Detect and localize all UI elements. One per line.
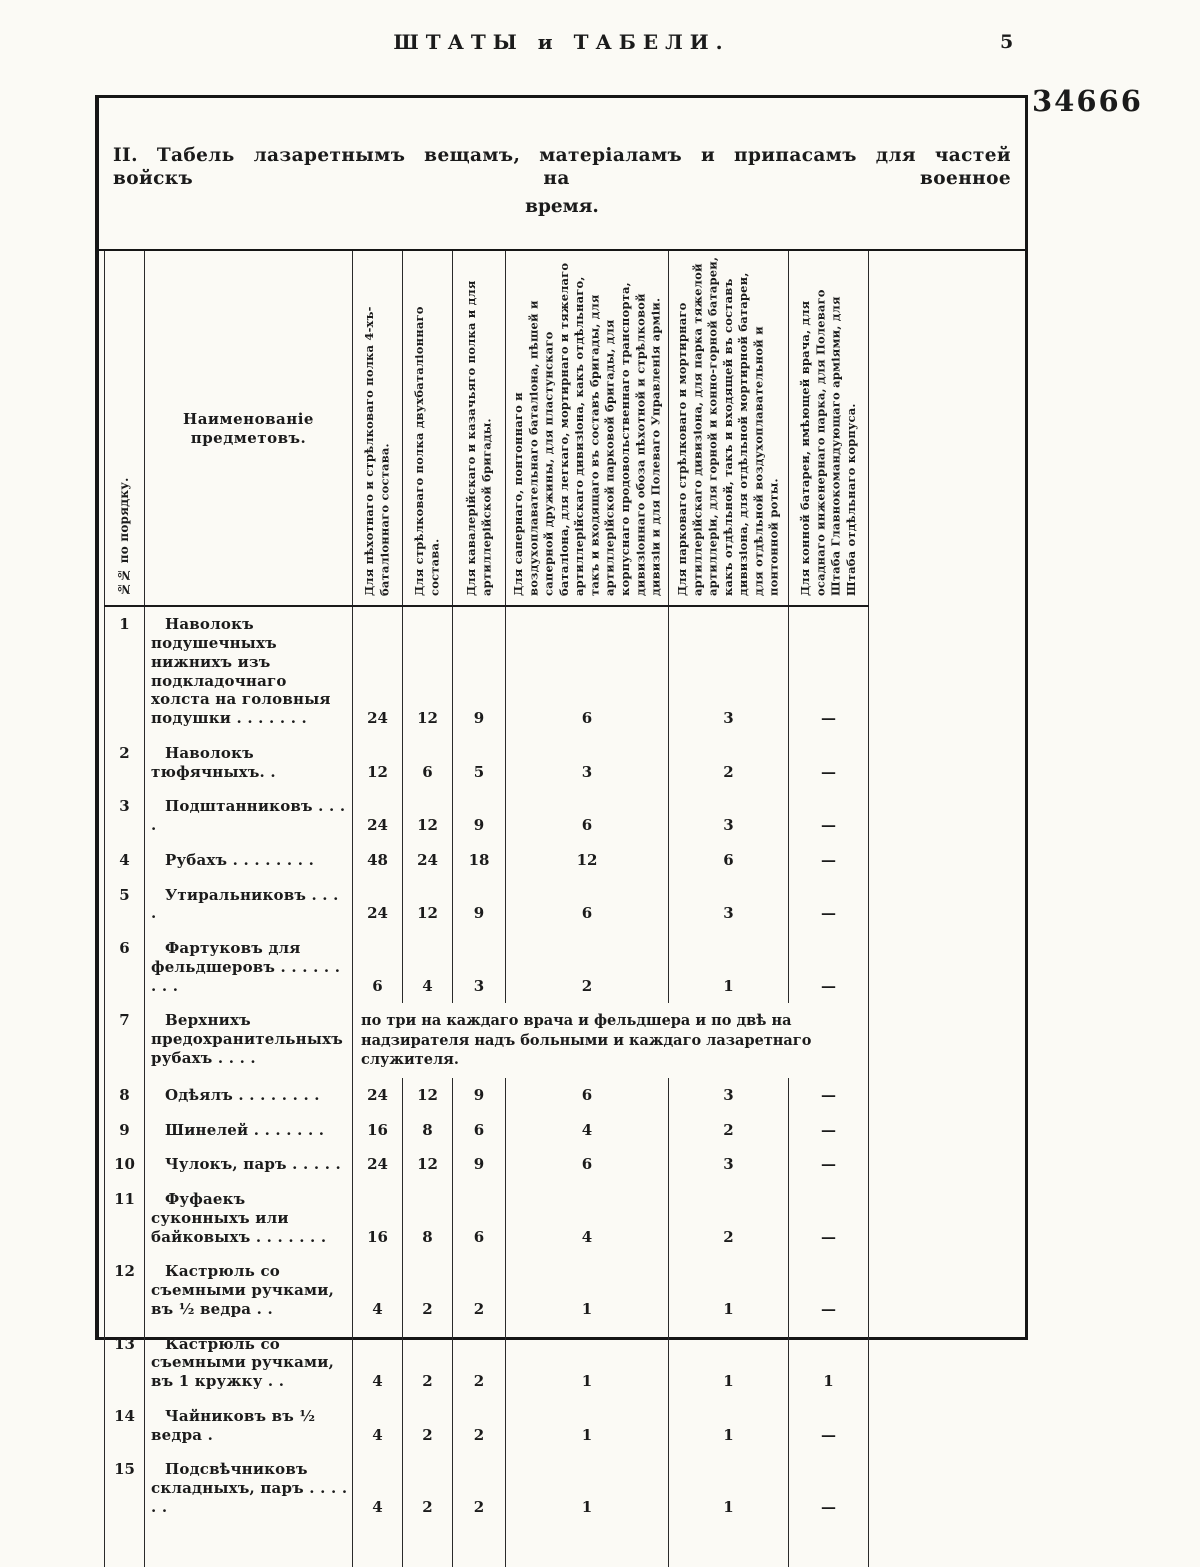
- item-name: Одѣялъ . . . . . . . .: [145, 1078, 353, 1113]
- header-row: [105, 251, 869, 606]
- item-count: 12: [403, 878, 453, 932]
- item-count: —: [789, 1113, 869, 1148]
- row-number: 15: [105, 1452, 145, 1524]
- item-name: Наволокъ тюфячныхъ. .: [145, 736, 353, 790]
- item-count: 2: [669, 736, 789, 790]
- row-number: 3: [105, 789, 145, 843]
- col-header-item-name-label: Наименованіе предметовъ.: [183, 410, 314, 448]
- table-title-line2: время.: [525, 196, 599, 218]
- item-count: 4: [403, 931, 453, 1003]
- item-count: 8: [403, 1182, 453, 1254]
- item-count: 2: [453, 1254, 506, 1326]
- item-count: 9: [453, 878, 506, 932]
- col-header-item-name: [145, 251, 353, 606]
- item-count: 4: [506, 1113, 669, 1148]
- item-count: 9: [453, 1078, 506, 1113]
- table-row: [105, 1078, 869, 1113]
- item-count: 4: [353, 1327, 403, 1399]
- row-number: 13: [105, 1327, 145, 1399]
- item-name: Шинелей . . . . . . .: [145, 1113, 353, 1148]
- item-count: 9: [453, 1147, 506, 1182]
- plate-number: 34666: [1032, 84, 1143, 118]
- item-count: —: [789, 1147, 869, 1182]
- col-header-c6-label: Для конной батареи, имѣющей врача, для осаднаго инженернаго парка, для Полеваго Штаба Главнокомандующаго арміями, для Штаба отдѣльнаго корпуса.: [797, 289, 858, 597]
- item-count: —: [789, 1182, 869, 1254]
- item-count: 6: [506, 878, 669, 932]
- col-header-c2-label: Для стрѣлковаго полка двухбаталіоннаго состава.: [412, 306, 442, 597]
- item-name: Подштанниковъ . . . .: [145, 789, 353, 843]
- spacer-row: [105, 1525, 869, 1567]
- item-count: 16: [353, 1113, 403, 1148]
- table-row: [105, 931, 869, 1003]
- table-title: [113, 144, 1011, 217]
- table-row: [105, 878, 869, 932]
- item-name: Верхнихъ предохранительныхъ рубахъ . . . .: [145, 1003, 353, 1078]
- item-count: 12: [403, 1147, 453, 1182]
- item-count: —: [789, 1254, 869, 1326]
- table-row: [105, 1254, 869, 1326]
- item-count: 8: [403, 1113, 453, 1148]
- item-count: 9: [453, 606, 506, 736]
- item-count: 6: [506, 1147, 669, 1182]
- row-number: 4: [105, 843, 145, 878]
- col-header-infantry-rifle-regiment: [353, 251, 403, 606]
- table-row: [105, 736, 869, 790]
- item-count: 5: [453, 736, 506, 790]
- table-row: [105, 1147, 869, 1182]
- item-name: Наволокъ подушечныхъ нижнихъ изъ подкладочнаго холста на головныя подушки . . . . . . .: [145, 606, 353, 736]
- row-number: 7: [105, 1003, 145, 1078]
- item-count: 4: [353, 1452, 403, 1524]
- item-count: 1: [789, 1327, 869, 1399]
- row-number: 1: [105, 606, 145, 736]
- item-count: —: [789, 1078, 869, 1113]
- row-number: 10: [105, 1147, 145, 1182]
- col-header-sapper-pontoon-battalions: [506, 251, 669, 606]
- item-count: 6: [353, 931, 403, 1003]
- item-count: 4: [506, 1182, 669, 1254]
- row-number: 12: [105, 1254, 145, 1326]
- item-count: 6: [506, 1078, 669, 1113]
- row-number: 14: [105, 1399, 145, 1453]
- item-count: 48: [353, 843, 403, 878]
- item-count: 1: [669, 1399, 789, 1453]
- item-count: 2: [453, 1399, 506, 1453]
- table-row: [105, 1327, 869, 1399]
- table-row: [105, 1003, 869, 1078]
- col-header-rifle-regiment-two-battalion: [403, 251, 453, 606]
- item-count: 12: [353, 736, 403, 790]
- col-header-index-label: №№ по порядку.: [116, 477, 131, 597]
- item-count: 1: [669, 931, 789, 1003]
- row-number: 8: [105, 1078, 145, 1113]
- supply-table: [104, 251, 869, 1566]
- item-count: 3: [669, 789, 789, 843]
- col-header-c5-label: Для парковаго стрѣлковаго и мортирнаго артиллерійскаго дивизіона, для парка тяжелой артиллеріи, для горной и конно-горной батареи, какъ отдѣльной, такъ и входящей въ составъ дивизіона, для отдѣльной мортирной батареи, для отдѣльной воздухоплавательной и понтонной роты.: [675, 257, 781, 597]
- table-title-line1: II. Табель лазаретнымъ вещамъ, матеріаламъ и припасамъ для частей войскъ на военное: [113, 145, 1011, 190]
- item-count: 2: [403, 1327, 453, 1399]
- table-row: [105, 1399, 869, 1453]
- item-count: —: [789, 931, 869, 1003]
- item-name: Фуфаекъ суконныхъ или байковыхъ . . . . . . .: [145, 1182, 353, 1254]
- item-count: 3: [669, 1147, 789, 1182]
- table-row: [105, 789, 869, 843]
- col-header-c1-label: Для пѣхотнаго и стрѣлковаго полка 4-хъ-баталіоннаго состава.: [362, 306, 392, 597]
- item-count: 24: [403, 843, 453, 878]
- item-count: 1: [669, 1254, 789, 1326]
- item-count: 24: [353, 1078, 403, 1113]
- item-count: —: [789, 1452, 869, 1524]
- table-spacer: [105, 1525, 869, 1567]
- document-frame: [95, 95, 1028, 1516]
- item-count: 6: [506, 789, 669, 843]
- item-count: 18: [453, 843, 506, 878]
- item-count: —: [789, 1399, 869, 1453]
- item-count: 24: [353, 878, 403, 932]
- item-count: 6: [669, 843, 789, 878]
- item-count: 6: [453, 1113, 506, 1148]
- row-number: 11: [105, 1182, 145, 1254]
- item-count: 9: [453, 789, 506, 843]
- item-count: 2: [669, 1182, 789, 1254]
- table-row: [105, 606, 869, 736]
- item-count: 4: [353, 1399, 403, 1453]
- item-name: Фартуковъ для фельдшеровъ . . . . . . . . .: [145, 931, 353, 1003]
- running-head: ШТАТЫ и ТАБЕЛИ.: [393, 30, 730, 54]
- item-count: 2: [403, 1452, 453, 1524]
- item-count: 1: [506, 1327, 669, 1399]
- item-count: 3: [669, 1078, 789, 1113]
- item-name: Кастрюль со съемными ручками, въ 1 кружку . .: [145, 1327, 353, 1399]
- col-header-c3-label: Для кавалерійскаго и казачьяго полка и для артиллерійской бригады.: [463, 280, 493, 597]
- item-count: —: [789, 789, 869, 843]
- row-number: 5: [105, 878, 145, 932]
- row-number: 2: [105, 736, 145, 790]
- item-count: 3: [506, 736, 669, 790]
- item-count: —: [789, 606, 869, 736]
- item-name: Кастрюль со съемными ручками, въ ½ ведра . .: [145, 1254, 353, 1326]
- table-row: [105, 1452, 869, 1524]
- item-count: 12: [403, 606, 453, 736]
- item-count: 12: [506, 843, 669, 878]
- item-count: 6: [403, 736, 453, 790]
- item-count: 2: [506, 931, 669, 1003]
- item-count: —: [789, 843, 869, 878]
- item-count: 24: [353, 1147, 403, 1182]
- item-count: 6: [506, 606, 669, 736]
- row-number: 9: [105, 1113, 145, 1148]
- item-count: 3: [669, 878, 789, 932]
- item-count: 2: [669, 1113, 789, 1148]
- row-note: по три на каждаго врача и фельдшера и по двѣ на надзирателя надъ больными и каждаго лазаретнаго служителя.: [353, 1003, 869, 1078]
- item-count: 1: [506, 1399, 669, 1453]
- col-header-cavalry-cossack-artillery-brigade: [453, 251, 506, 606]
- col-header-c4-label: Для сапернаго, понтоннаго и воздухоплавательнаго баталіона, пѣшей и саперной дружины, для пластунскаго баталіона, для легкаго, мортирнаго и тяжелаго артиллерійскаго дивизіона, какъ отдѣльнаго, такъ и входящаго въ составъ бригады, для артиллерійской парковой бригады, для корпуснаго продовольственнаго транспорта, дивизіоннаго обоза пѣхотной и стрѣлковой дивизіи и для Полеваго Управленія арміи.: [510, 262, 663, 597]
- col-header-horse-battery-staffs: [789, 251, 869, 606]
- item-count: —: [789, 736, 869, 790]
- item-count: 16: [353, 1182, 403, 1254]
- item-count: 3: [453, 931, 506, 1003]
- item-count: 2: [403, 1254, 453, 1326]
- item-count: 2: [453, 1452, 506, 1524]
- item-name: Утиральниковъ . . . .: [145, 878, 353, 932]
- item-count: 6: [453, 1182, 506, 1254]
- item-name: Подсвѣчниковъ складныхъ, паръ . . . . . .: [145, 1452, 353, 1524]
- table-row: [105, 1113, 869, 1148]
- item-count: 1: [669, 1452, 789, 1524]
- col-header-index: [105, 251, 145, 606]
- table-row: [105, 843, 869, 878]
- item-count: 1: [669, 1327, 789, 1399]
- col-header-park-mortar-divisions: [669, 251, 789, 606]
- table-body: [105, 606, 869, 1524]
- item-count: 24: [353, 606, 403, 736]
- page-number: 5: [1000, 31, 1014, 53]
- item-count: 12: [403, 1078, 453, 1113]
- table-row: [105, 1182, 869, 1254]
- item-name: Чайниковъ въ ½ ведра .: [145, 1399, 353, 1453]
- item-name: Рубахъ . . . . . . . .: [145, 843, 353, 878]
- item-count: 2: [453, 1327, 506, 1399]
- item-count: 1: [506, 1452, 669, 1524]
- table-header: [105, 251, 869, 606]
- item-count: 12: [403, 789, 453, 843]
- item-count: —: [789, 878, 869, 932]
- item-name: Чулокъ, паръ . . . . .: [145, 1147, 353, 1182]
- item-count: 1: [506, 1254, 669, 1326]
- item-count: 4: [353, 1254, 403, 1326]
- row-number: 6: [105, 931, 145, 1003]
- item-count: 2: [403, 1399, 453, 1453]
- item-count: 3: [669, 606, 789, 736]
- item-count: 24: [353, 789, 403, 843]
